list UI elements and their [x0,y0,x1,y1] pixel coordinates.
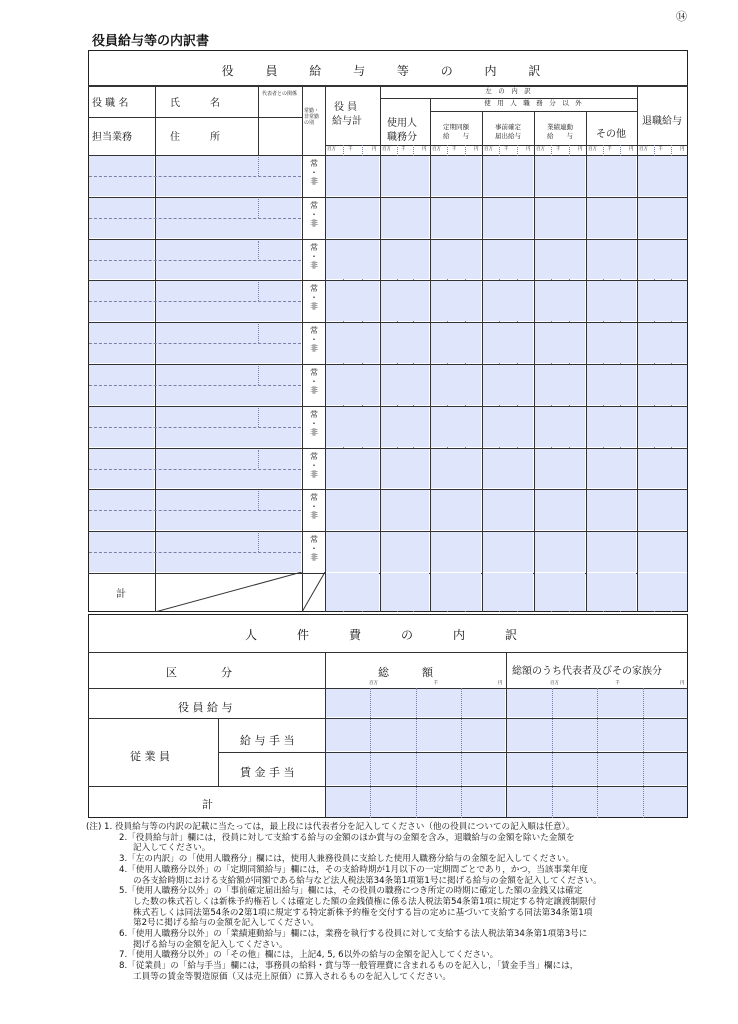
input-amount[interactable] [587,198,636,238]
sogaku-header: 総 額 [378,666,433,679]
note-3: 3.「左の内訳」の「使用人職務分」欄には，使用人兼務役員に支給した使用人職務分給与の金額を記入してください。 [119,854,575,865]
relation-divider [258,366,259,385]
input-amount[interactable] [587,407,636,447]
unit-hyakuman: 百万 [484,147,493,152]
yakuin-kyuyo-header: 役 員 [334,102,358,113]
input-amount[interactable] [638,407,687,447]
unit-hyakuman: 百万 [639,147,648,152]
notes [86,822,686,983]
note-2: 2.「役員給与計」欄には，役員に対して支給する給与の金額のほか賞与の金額を含み，退職給与の金額を除いた金額を [119,832,575,843]
unit-hyakuman: 百万 [432,147,441,152]
total-label: 計 [116,589,126,600]
input-amount[interactable] [431,281,481,321]
joukin-hijoukin [303,159,325,186]
row-mid-line [89,218,301,219]
dot-label: ・ [310,544,318,554]
unit-en: 円 [680,681,685,686]
input-amount[interactable] [431,532,481,572]
row-mid-line [89,469,301,470]
unit-en: 円 [422,147,427,152]
row-mid-line [89,427,301,428]
unit-en: 円 [680,147,685,152]
input-amount[interactable] [535,532,585,572]
input-amount[interactable] [638,449,687,489]
input-amount[interactable] [381,449,429,489]
shiyounin-header: 使用人 [387,118,417,129]
input-amount[interactable] [587,490,636,530]
input-amount[interactable] [483,532,533,572]
teiki-header-2: 給 与 [443,132,469,140]
unit-hyakuman: 百万 [588,147,597,152]
digit-divider [370,688,371,818]
input-amount[interactable] [483,198,533,238]
total-slash [302,572,325,612]
unit-hyakuman: 百万 [536,147,545,152]
digit-divider [416,688,417,818]
joukin-hijoukin [303,243,325,270]
hi-label: 非 [310,218,318,228]
header-top-line [88,652,688,653]
grid-line [258,86,259,155]
note-5-cont-2: 株式若しくは同法第54条の2第1項に規定する特定新株予約権を交付する旨の定めに基づいて支給する同法第34条第1項 [133,907,593,918]
input-amount[interactable] [431,449,481,489]
relation-divider [258,282,259,301]
input-amount[interactable] [381,407,429,447]
input-amount[interactable] [535,198,585,238]
relation-divider [258,241,259,260]
page-number: ⑭ [676,10,687,23]
unit-sen: 千 [348,147,353,152]
unit-en: 円 [372,147,377,152]
note-2-cont: 記入してください。 [133,843,211,854]
input-amount[interactable] [638,323,687,363]
grid-line [88,117,302,118]
dot-label: ・ [310,418,318,428]
labor-total-row: 計 [202,798,213,811]
input-amount[interactable] [483,323,533,363]
jou-label: 常 [310,409,318,419]
joukin-hijoukin [303,452,325,479]
unit-sen: 千 [607,147,612,152]
kubun-header: 区 分 [166,666,232,679]
jou-label: 常 [310,242,318,252]
input-amount[interactable] [483,240,533,280]
input-amount[interactable] [587,323,636,363]
input-total-amount[interactable] [638,573,687,611]
input-amount[interactable] [638,490,687,530]
gyoseki-header-2: 給 与 [547,132,573,140]
hi-label: 非 [310,177,318,186]
input-amount[interactable] [535,240,585,280]
input-total-amount[interactable] [535,573,585,611]
shiyounin-igai-header: 使 用 人 職 務 分 以 外 [484,99,582,107]
hi-label: 非 [310,386,318,395]
hi-label: 非 [310,344,318,354]
tanto-header: 担当業務 [92,132,132,143]
note-8-cont: 工員等の賃金等製造原価（又は売上原価）に算入されるものを記入してください。 [133,971,451,982]
dot-label: ・ [310,251,318,261]
jou-label: 常 [310,159,318,168]
joukin-hijoukin [303,368,325,395]
relation-divider [258,408,259,427]
row-mid-line [89,301,301,302]
hi-label: 非 [310,511,318,521]
daihyo-kazoku-header: 総額のうち代表者及びその家族分 [512,666,662,677]
input-amount[interactable] [638,198,687,238]
input-amount[interactable] [381,240,429,280]
input-amount[interactable] [483,281,533,321]
input-amount[interactable] [587,281,636,321]
note-6: 6.「使用人職務分以外」の「業績連動給与」欄には，業務を執行する役員に対して支給する法人税法第34条第1項第3号に [119,929,588,940]
input-amount[interactable] [483,490,533,530]
kyuyo-teate-row: 給 与 手 当 [240,734,295,747]
input-amount[interactable] [431,156,481,196]
teiki-header: 定期同額 [443,123,469,131]
note-5-cont-3: 第2号に掲げる給与の金額を記入してください。 [133,918,319,929]
note-4: 4.「使用人職務分以外」の「定期同額給与」欄には，その支給時期が1月以下の一定期間ごとであり，かつ，当該事業年度 [119,864,588,875]
gyoseki-header: 業績連動 [547,123,573,131]
relation-divider [258,533,259,552]
taishoku-header: 退職給与 [642,116,682,127]
input-amount[interactable] [638,240,687,280]
note-8: 8.「従業員」の「給与手当」欄には，事務員の給料・賞与等一般管理費に含まれるものを記入し，「賃金手当」欄には， [119,961,579,972]
joukin-hijoukin [303,410,325,437]
input-amount[interactable] [326,407,379,447]
input-amount[interactable] [326,365,379,405]
input-amount[interactable] [535,323,585,363]
note-7: 7.「使用人職務分以外」の「その他」欄には，上記4, 5, 6以外の給与の金額を記入してください。 [119,950,499,961]
input-total-amount[interactable] [587,573,636,611]
yakuin-kyuyo-row: 役 員 給 与 [178,701,233,714]
joukin-hijoukin [303,326,325,353]
unit-sen: 千 [555,147,561,152]
hi-label: 非 [310,260,318,270]
hi-label: 非 [310,553,318,563]
unit-hyakuman: 百万 [327,147,336,152]
dot-label: ・ [310,335,318,345]
daihyosha-header: 代表者との関係 [262,91,298,97]
dot-label: ・ [310,377,318,386]
unit-hyakuman: 百万 [550,681,559,686]
input-amount[interactable] [381,281,429,321]
joukin-header: 常勤・非常勤の別 [304,108,320,126]
jou-label: 常 [310,284,318,294]
digit-divider [461,688,462,818]
note-6-cont: 掲げる給与の金額を記入してください。 [133,939,288,950]
input-amount[interactable] [587,449,636,489]
unit-en: 円 [629,147,634,152]
jusho-header: 住 所 [170,132,220,143]
hidari-uchiwake-header: 左 の 内 訳 [485,87,531,95]
input-amount[interactable] [535,490,585,530]
total-slash [155,572,302,612]
digit-divider [643,688,644,818]
relation-divider [258,199,259,218]
unit-sen: 千 [433,681,439,686]
joukin-hijoukin [303,201,325,228]
jizen-header: 事前確定 [495,123,521,131]
hi-label: 非 [310,469,318,479]
input-amount[interactable] [535,156,585,196]
input-amount[interactable] [587,532,636,572]
dot-label: ・ [310,209,318,219]
input-amount[interactable] [587,240,636,280]
note-5-cont-1: した数の株式若しくは新株予約権若しくは確定した額の金銭債権に係る法人税法第54条第1項に規定する特定譲渡制限付 [133,896,597,907]
shiyounin-header-2: 職務分 [387,132,417,143]
input-amount[interactable] [326,449,379,489]
unit-en: 円 [578,147,583,152]
relation-divider [258,491,259,510]
input-amount[interactable] [638,532,687,572]
joukin-hijoukin [303,535,325,562]
input-amount[interactable] [483,449,533,489]
note-1: (注) 1. 役員給与等の内訳の記載に当たっては，最上段には代表者分を記入してください（他の役員についての記入順は任意）。 [86,822,575,832]
jou-label: 常 [310,200,318,210]
jou-label: 常 [310,493,318,503]
input-amount[interactable] [638,281,687,321]
input-total-amount[interactable] [431,573,481,611]
unit-sen: 千 [503,147,509,152]
yakuin-kyuyo-header-2: 給与計 [332,116,362,127]
input-amount[interactable] [326,156,379,196]
section1-title: 役 員 給 与 等 の 内 訳 [221,64,555,78]
unit-sen: 千 [658,147,663,152]
note-5: 5.「使用人職務分以外」の「事前確定届出給与」欄には，その役員の職務につき所定の時期に確定した額の金銭又は確定 [119,886,583,897]
jizen-header-2: 届出給与 [495,132,521,140]
input-amount[interactable] [431,240,481,280]
input-amount[interactable] [326,281,379,321]
unit-sen: 千 [451,147,457,152]
unit-sen: 千 [615,681,620,686]
sonota-header: その他 [596,129,626,140]
row-mid-line [89,343,301,344]
digit-divider [597,688,598,818]
input-amount[interactable] [326,198,379,238]
jugyoin-row: 従 業 員 [130,750,170,763]
input-amount[interactable] [431,198,481,238]
section2-title: 人 件 費 の 内 訳 [244,628,531,642]
input-amount[interactable] [535,365,585,405]
hi-label: 非 [310,427,318,437]
yakushoku-header: 役 職 名 [92,98,129,109]
input-amount[interactable] [431,323,481,363]
input-amount[interactable] [587,365,636,405]
digit-divider [552,688,553,818]
input-amount[interactable] [431,490,481,530]
input-amount[interactable] [326,240,379,280]
unit-en: 円 [498,681,503,686]
grid-line [218,718,219,786]
row-mid-line [89,260,301,261]
relation-divider [258,324,259,343]
unit-en: 円 [526,147,531,152]
input-amount[interactable] [535,449,585,489]
input-total-amount[interactable] [326,573,379,611]
joukin-hijoukin [303,493,325,520]
relation-divider [258,157,259,176]
input-amount[interactable] [326,323,379,363]
hi-label: 非 [310,302,318,312]
unit-sen: 千 [401,147,406,152]
row-mid-line [89,385,301,386]
unit-hyakuman: 百万 [369,681,378,686]
row-mid-line [89,176,301,177]
jou-label: 常 [310,368,318,377]
input-amount[interactable] [638,365,687,405]
unit-en: 円 [474,147,479,152]
input-amount[interactable] [381,490,429,530]
form-title: 役員給与等の内訳書 [92,34,210,49]
input-amount[interactable] [535,281,585,321]
input-amount[interactable] [381,365,429,405]
input-amount[interactable] [431,407,481,447]
input-amount[interactable] [638,156,687,196]
dot-label: ・ [310,460,318,470]
dot-label: ・ [310,168,318,177]
input-total-amount[interactable] [381,573,429,611]
relation-divider [258,450,259,469]
unit-hyakuman: 百万 [382,147,391,152]
input-amount[interactable] [535,407,585,447]
input-total-amount[interactable] [483,573,533,611]
input-amount[interactable] [381,198,429,238]
jou-label: 常 [310,535,318,545]
input-amount[interactable] [483,407,533,447]
joukin-hijoukin [303,284,325,311]
input-amount[interactable] [483,365,533,405]
row-mid-line [89,552,301,553]
note-4-cont: の各支給時期における支給額が同額である給与など法人税法第34条第1項第1号に掲げる給与の金額を記入してください。 [133,875,602,886]
jou-label: 常 [310,451,318,461]
row-mid-line [89,510,301,511]
input-amount[interactable] [326,490,379,530]
input-amount[interactable] [381,532,429,572]
input-amount[interactable] [381,156,429,196]
input-amount[interactable] [587,156,636,196]
jou-label: 常 [310,326,318,336]
dot-label: ・ [310,502,318,512]
grid-line [430,111,637,112]
input-amount[interactable] [483,156,533,196]
input-amount[interactable] [381,323,429,363]
dot-label: ・ [310,293,318,303]
input-amount[interactable] [326,532,379,572]
shimei-header: 氏 名 [170,98,220,109]
input-amount[interactable] [431,365,481,405]
chingin-teate-row: 賃 金 手 当 [240,766,295,779]
